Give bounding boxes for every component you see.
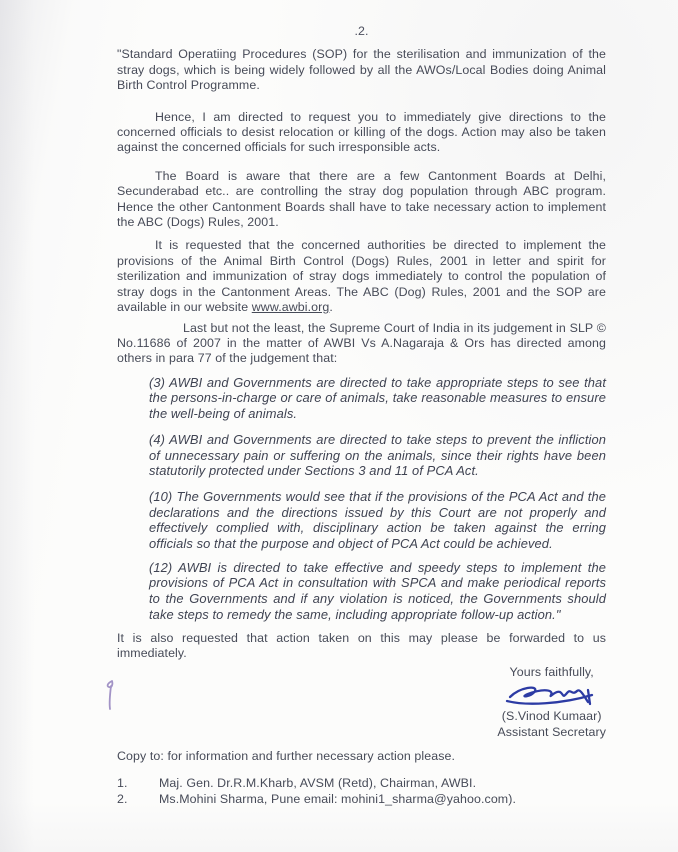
- copy-to-line: Copy to: for information and further necessary action please.: [117, 748, 456, 763]
- pen-tick-mark: [100, 678, 120, 714]
- copy-item-text: Maj. Gen. Dr.R.M.Kharb, AVSM (Retd), Chairman, AWBI.: [159, 776, 477, 790]
- copy-item-number: 1.: [117, 776, 128, 790]
- signature-column: [497, 665, 606, 740]
- paragraph-cantonment-boards: The Board is aware that there are a few Cantonment Boards at Delhi, Secunderabad etc.. are controlling the stray dog population through ABC program. Hence the other Cantonment Boards shall have to take necessary action to implement the ABC (Dogs) Rules, 2001.: [117, 168, 606, 230]
- signature-block: [117, 665, 606, 740]
- paragraph-action-taken: It is also requested that action taken on this may please be forwarded to us immediately.: [117, 630, 606, 660]
- quote-para-12: (12) AWBI is directed to take effective and speedy steps to implement the provisions of PCA Act in consultation with SPCA and make periodical reports to the Governments and if any violation is noticed, the Governments should take steps to remedy the same, including appropriate follow-up action.": [149, 559, 606, 622]
- signature-name: (S.Vinod Kumaar): [501, 708, 602, 723]
- paragraph-directions: Hence, I am directed to request you to immediately give directions to the concerned officials to desist relocation or killing of the dogs. Action may also be taken against the concerned officials for such irresponsible acts.: [117, 109, 606, 155]
- quote-para-10: (10) The Governments would see that if the provisions of the PCA Act and the declarations and the directions issued by this Court are not properly and effectively complied with, disciplinary action be taken against the erring officials so that the purpose and object of PCA Act could be achieved.: [149, 488, 606, 552]
- signature-scrawl-icon: [504, 682, 600, 709]
- copy-list-item: [117, 776, 606, 791]
- paragraph-abc-rules-period: .: [329, 300, 333, 315]
- copy-item-number: 2.: [117, 792, 128, 807]
- quote-para-4: (4) AWBI and Governments are directed to take steps to prevent the infliction of unnecessary pain or suffering on the animals, since their rights have been statutorily protected under Sections 3 and 11 of PCA Act.: [149, 431, 606, 479]
- signature-title: Assistant Secretary: [497, 725, 606, 740]
- letter-content: [117, 24, 606, 809]
- copy-item-text: Ms.Mohini Sharma, Pune email: mohini1_sharma@yahoo.com).: [159, 792, 517, 807]
- signature-closing: Yours faithfully,: [509, 665, 594, 680]
- copy-list-item: [117, 792, 606, 807]
- paragraph-supreme-court: Last but not the least, the Supreme Court of India in its judgement in SLP © No.11686 of 2007 in the matter of AWBI Vs A.Nagaraja & Ors has directed among others in para 77 of the judgement that:: [117, 320, 606, 366]
- page-number: .2.: [354, 24, 369, 38]
- website-link: www.awbi.org: [251, 300, 330, 315]
- quote-para-3: (3) AWBI and Governments are directed to take appropriate steps to see that the persons-in-charge or care of animals, take reasonable measures to ensure the well-being of animals.: [149, 374, 606, 422]
- paragraph-abc-rules-text: It is requested that the concerned authorities be directed to implement the provisions of the Animal Birth Control (Dogs) Rules, 2001 in letter and spirit for sterilization and immunization of stray dogs immediately to control the population of stray dogs in the Cantonment Areas. The ABC (Dog) Rules, 2001 and the SOP are available in our website: [117, 238, 606, 315]
- paragraph-sop: "Standard Operatiing Procedures (SOP) for the sterilisation and immunization of the stray dogs, which is being widely followed by all the AWOs/Local Bodies doing Animal Birth Control Programme.: [117, 47, 606, 93]
- paragraph-abc-rules: [117, 238, 606, 315]
